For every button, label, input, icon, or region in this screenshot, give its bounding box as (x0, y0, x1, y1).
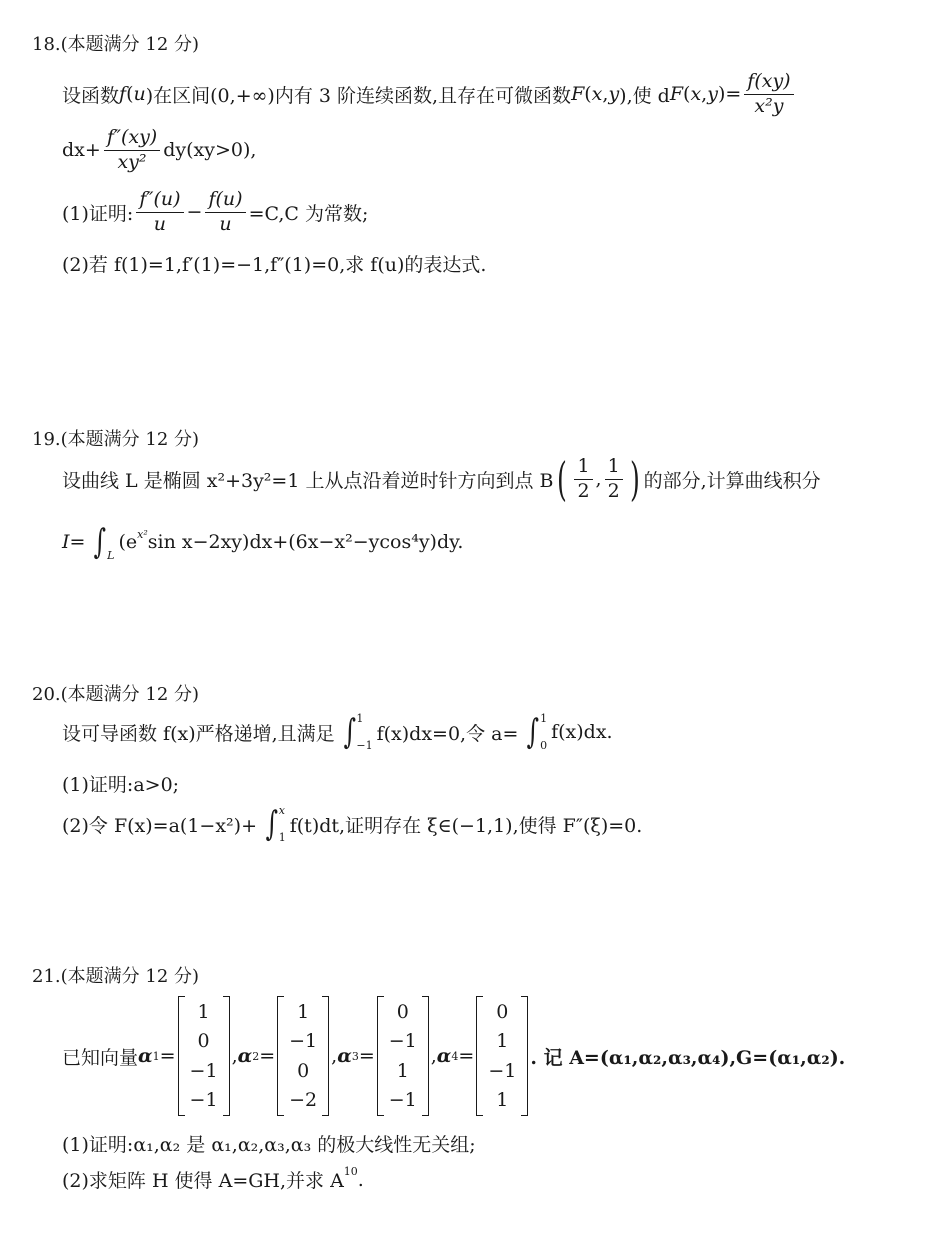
right-paren: ) (629, 452, 640, 506)
q20-line-1: 设可导函数 f(x)严格递增,且满足 ∫ 1 −1 f(x)dx=0,令 a= ∫ 1 0 f(x)dx. (62, 712, 613, 752)
q20-part-1: (1)证明:a>0; (62, 774, 180, 796)
q18-fraction-3: $\frac{f''(u)}{u}$ (136, 190, 183, 235)
q18-part-2: (2)若 f(1)=1,f′(1)=−1,f″(1)=0,求 f(u)的表达式. (62, 254, 487, 276)
vector-alpha-3: 0 −1 1 −1 (377, 996, 429, 1116)
vector-alpha-2: 1 −1 0 −2 (277, 996, 329, 1116)
q19-line-1: 设曲线 L 是椭圆 x²+3y²=1 上从点沿着逆时针方向到点 B ( $\frac{1}{2}$ , $\frac{1}{2}$ ) 的部分,计算曲线积分 (62, 452, 821, 506)
q19-line-2: I= ∫ L (e x² sin x−2xy)dx+(6x−x²−ycos⁴y)dy. (62, 522, 464, 562)
q21-line-1: 已知向量 α 1 = 1 0 −1 −1 , α 2 = 1 −1 0 −2 , α 3 = 0 −1 1 −1 , α 4 = 0 1 −1 1 . 记 A=(α₁,α₂,α₃,α₄),G=(α₁,α₂). (62, 996, 845, 1116)
q18-fraction-2: $\frac{f''(xy)}{\text{xy²}}$ (104, 128, 160, 173)
q18-heading: 18.(本题满分 12 分) (32, 34, 200, 55)
integral-sign: ∫ L (94, 522, 115, 562)
q18-fraction-4: $\frac{f(u)}{u}$ (205, 190, 245, 235)
left-paren: ( (557, 452, 568, 506)
vector-alpha-4: 0 1 −1 1 (476, 996, 528, 1116)
vector-alpha-1: 1 0 −1 −1 (178, 996, 230, 1116)
q20-heading: 20.(本题满分 12 分) (32, 684, 200, 705)
integral-sign: ∫ 1 0 (527, 712, 548, 752)
q19-point-x: $\frac{1}{2}$ (574, 457, 592, 502)
q18-line-2: dx+ $\frac{f''(xy)}{\text{xy²}}$ dy(xy>0), (62, 126, 257, 173)
q18-line-1: 设函数 f ( u )在区间(0,+∞)内有 3 阶连续函数,且存在可微函数 F ( x , y ),使 d F ( x , y )= $\frac{f(xy)}{\text{x²y}}$ (62, 72, 797, 117)
integral-sign: ∫ x 1 (265, 804, 286, 844)
integral-sign: ∫ 1 −1 (343, 712, 373, 752)
q20-part-2: (2)令 F(x)=a(1−x²)+ ∫ x 1 f(t)dt,证明存在 ξ∈(−1,1),使得 F″(ξ)=0. (62, 804, 643, 844)
q19-heading: 19.(本题满分 12 分) (32, 429, 200, 450)
q21-part-2: (2)求矩阵 H 使得 A=GH,并求 A 10 . (62, 1165, 364, 1192)
q21-heading: 21.(本题满分 12 分) (32, 966, 200, 987)
q21-part-1: (1)证明:α₁,α₂ 是 α₁,α₂,α₃,α₃ 的极大线性无关组; (62, 1134, 476, 1156)
q18-fraction-1: $\frac{f(xy)}{\text{x²y}}$ (744, 72, 793, 117)
q19-point-y: $\frac{1}{2}$ (605, 457, 623, 502)
q18-part-1: (1)证明: $\frac{f''(u)}{u}$ − $\frac{f(u)}{u}$ =C,C 为常数; (62, 188, 369, 235)
